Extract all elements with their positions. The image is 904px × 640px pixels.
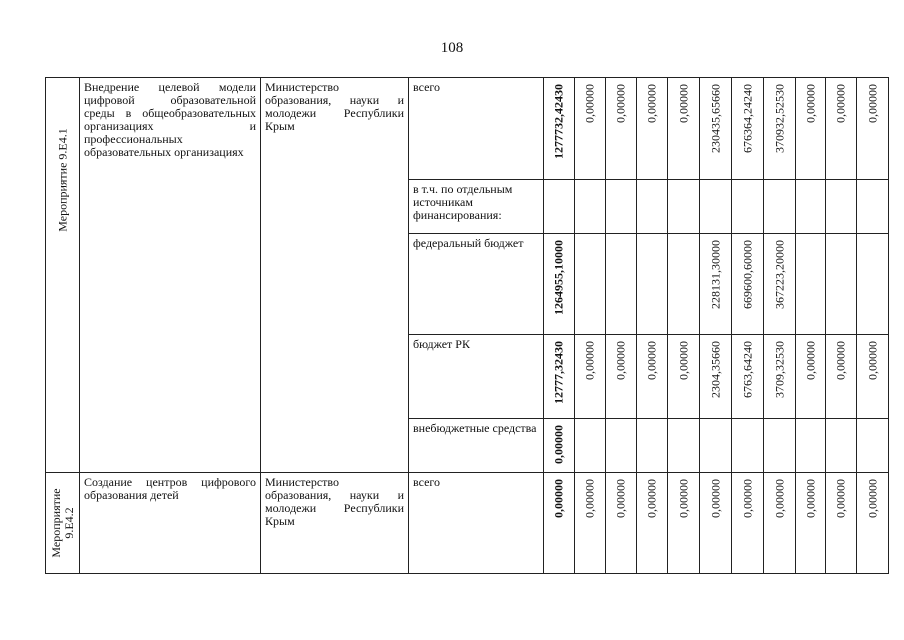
year-amount-cell	[637, 334, 668, 418]
year-amount-cell	[637, 418, 668, 472]
year-amount-cell	[796, 234, 826, 334]
funding-source: в т.ч. по отдельным источникам финансирования:	[409, 180, 544, 234]
year-amount-cell	[606, 334, 637, 418]
year-amount-cell	[764, 418, 796, 472]
year-amount-cell	[700, 473, 732, 574]
year-amount-cell	[575, 418, 606, 472]
year-amount: 0,00000	[582, 84, 597, 123]
funding-source: федеральный бюджет	[409, 234, 544, 334]
year-amount: 370932,52530	[772, 84, 786, 153]
table-row	[46, 78, 889, 180]
total-amount-cell	[544, 418, 575, 472]
year-amount-cell	[700, 418, 732, 472]
year-amount-cell	[668, 418, 700, 472]
year-amount-cell	[700, 180, 732, 234]
year-amount-cell	[606, 473, 637, 574]
year-amount-cell	[606, 78, 637, 180]
year-amount: 0,00000	[833, 479, 848, 518]
year-amount-cell	[796, 473, 826, 574]
year-amount-cell	[796, 78, 826, 180]
year-amount: 0,00000	[833, 84, 848, 123]
year-amount-cell	[857, 418, 889, 472]
total-amount: 0,00000	[551, 424, 566, 464]
total-amount-cell	[544, 180, 575, 234]
total-amount: 1264955,10000	[551, 240, 566, 316]
year-amount: 0,00000	[644, 479, 659, 518]
table-row	[46, 473, 889, 574]
year-amount: 0,00000	[676, 479, 690, 518]
year-amount-cell	[700, 78, 732, 180]
year-amount-cell	[575, 180, 606, 234]
year-amount: 0,00000	[833, 340, 848, 380]
year-amount: 3709,32530	[772, 340, 786, 398]
year-amount: 0,00000	[613, 340, 628, 380]
year-amount-cell	[732, 334, 764, 418]
total-amount: 1277732,42430	[551, 84, 566, 159]
funding-source: бюджет РК	[409, 334, 544, 418]
year-amount-cell	[764, 473, 796, 574]
financing-table	[45, 77, 889, 574]
funding-source: всего	[409, 78, 544, 180]
year-amount-cell	[826, 334, 857, 418]
year-amount-cell	[637, 180, 668, 234]
year-amount: 0,00000	[708, 479, 722, 518]
year-amount: 0,00000	[803, 479, 817, 518]
measure-code-text: Мероприятие 9.Е4.1	[55, 128, 69, 233]
year-amount-cell	[575, 78, 606, 180]
measure-executor: Министерство образования, науки и молодежи Республики Крым	[261, 78, 409, 473]
year-amount-cell	[764, 234, 796, 334]
year-amount-cell	[826, 234, 857, 334]
year-amount-cell	[668, 78, 700, 180]
year-amount: 0,00000	[644, 340, 659, 380]
year-amount: 0,00000	[772, 479, 786, 518]
funding-source: всего	[409, 473, 544, 574]
measure-executor: Министерство образования, науки и молодежи Республики Крым	[261, 473, 409, 574]
year-amount-cell	[668, 180, 700, 234]
year-amount-cell	[857, 473, 889, 574]
year-amount-cell	[857, 234, 889, 334]
year-amount: 0,00000	[582, 340, 597, 380]
year-amount: 367223,20000	[772, 240, 786, 310]
year-amount: 0,00000	[865, 84, 879, 123]
year-amount-cell	[764, 78, 796, 180]
year-amount-cell	[606, 180, 637, 234]
year-amount-cell	[637, 78, 668, 180]
total-amount-cell	[544, 234, 575, 334]
year-amount-cell	[575, 334, 606, 418]
year-amount-cell	[732, 473, 764, 574]
year-amount-cell	[606, 234, 637, 334]
year-amount-cell	[826, 78, 857, 180]
year-amount: 228131,30000	[708, 240, 722, 310]
year-amount: 0,00000	[644, 84, 659, 123]
total-amount: 12777,32430	[551, 340, 566, 404]
year-amount-cell	[764, 334, 796, 418]
total-amount: 0,00000	[551, 479, 566, 518]
year-amount-cell	[732, 234, 764, 334]
year-amount: 0,00000	[676, 340, 690, 380]
year-amount-cell	[668, 234, 700, 334]
year-amount: 0,00000	[582, 479, 597, 518]
total-amount-cell	[544, 78, 575, 180]
year-amount-cell	[732, 418, 764, 472]
year-amount-cell	[575, 473, 606, 574]
year-amount: 0,00000	[865, 340, 879, 380]
year-amount-cell	[700, 334, 732, 418]
year-amount-cell	[700, 234, 732, 334]
year-amount: 2304,35660	[708, 340, 722, 398]
year-amount: 0,00000	[740, 479, 754, 518]
total-amount-cell	[544, 473, 575, 574]
year-amount: 0,00000	[613, 479, 628, 518]
year-amount-cell	[606, 418, 637, 472]
year-amount-cell	[796, 334, 826, 418]
measure-code	[46, 78, 80, 473]
year-amount-cell	[857, 180, 889, 234]
year-amount-cell	[857, 78, 889, 180]
year-amount-cell	[637, 234, 668, 334]
year-amount-cell	[796, 180, 826, 234]
measure-name: Создание центров цифрового образования детей	[80, 473, 261, 574]
year-amount-cell	[637, 473, 668, 574]
year-amount-cell	[668, 473, 700, 574]
page-number: 108	[440, 40, 464, 56]
year-amount-cell	[857, 334, 889, 418]
measure-name: Внедрение целевой модели цифровой образовательной среды в общеобразовательных организациях и профессиональных образовательных организациях	[80, 78, 261, 473]
year-amount: 0,00000	[865, 479, 879, 518]
year-amount-cell	[732, 78, 764, 180]
year-amount-cell	[575, 234, 606, 334]
year-amount-cell	[826, 418, 857, 472]
measure-code	[46, 473, 80, 574]
year-amount: 0,00000	[613, 84, 628, 123]
year-amount: 676364,24240	[740, 84, 754, 153]
year-amount: 0,00000	[676, 84, 690, 123]
year-amount-cell	[826, 180, 857, 234]
year-amount-cell	[764, 180, 796, 234]
total-amount-cell	[544, 334, 575, 418]
year-amount-cell	[826, 473, 857, 574]
year-amount: 230435,65660	[708, 84, 722, 153]
year-amount: 669600,60000	[740, 240, 754, 310]
year-amount-cell	[796, 418, 826, 472]
year-amount-cell	[732, 180, 764, 234]
year-amount: 6763,64240	[740, 340, 754, 398]
year-amount-cell	[668, 334, 700, 418]
year-amount: 0,00000	[803, 340, 817, 380]
funding-source: внебюджетные средства	[409, 418, 544, 472]
year-amount: 0,00000	[803, 84, 817, 123]
measure-code-text: Мероприятие 9.Е4.2	[48, 488, 76, 558]
